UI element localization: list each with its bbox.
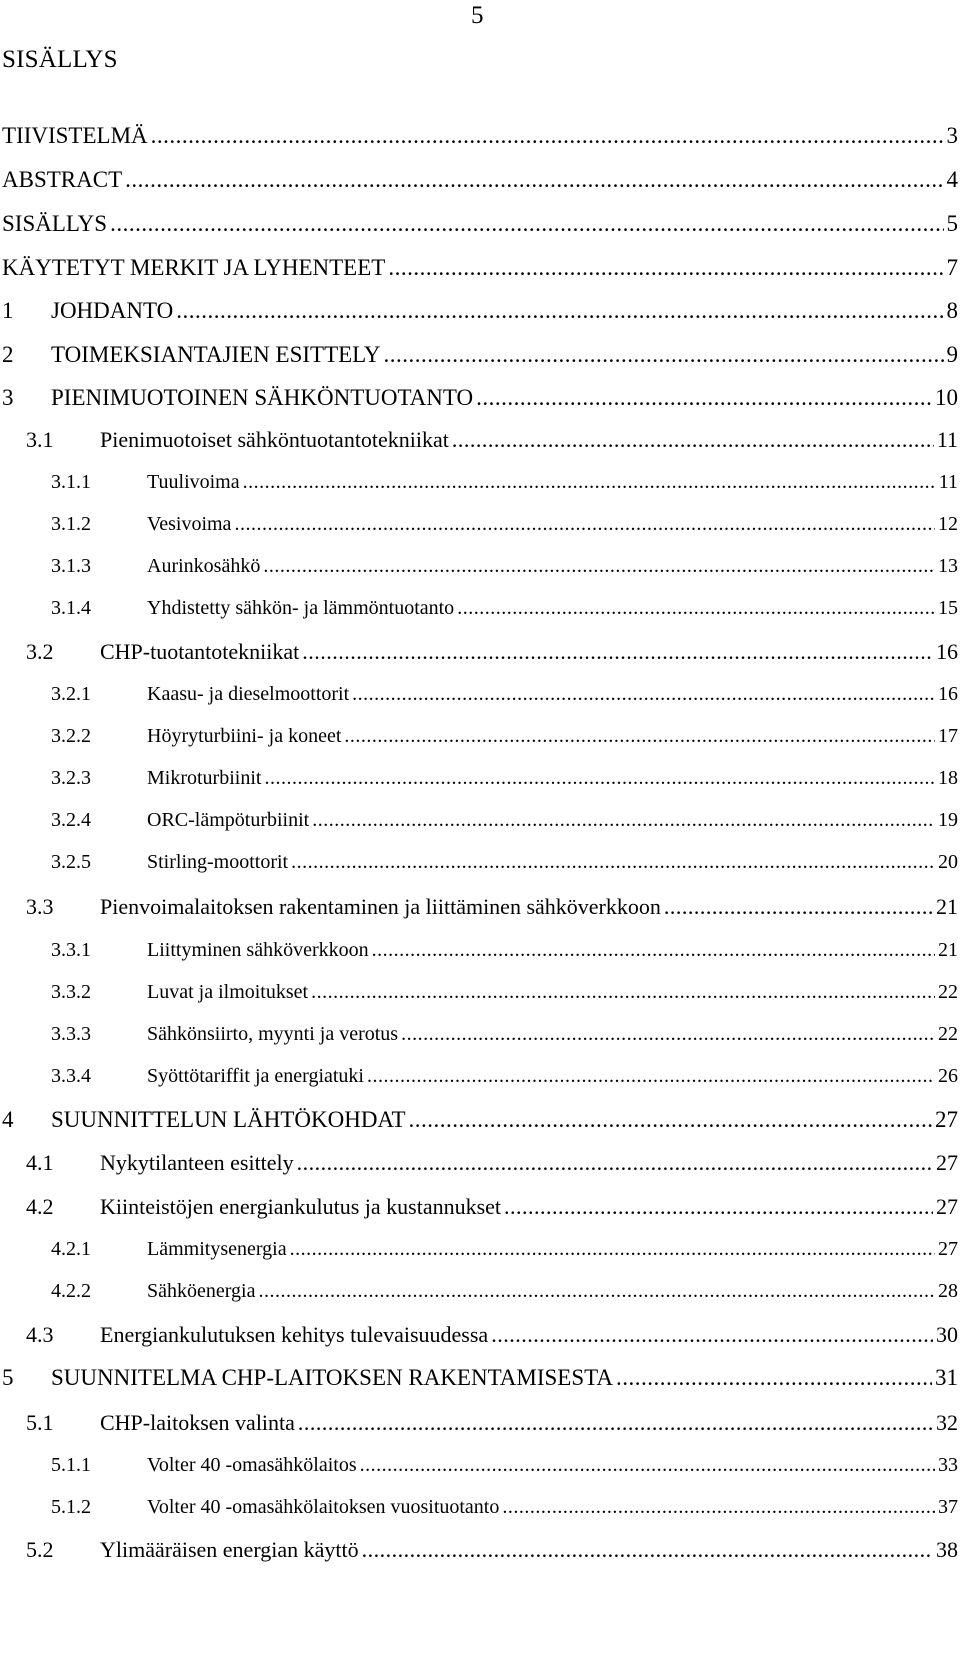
toc-entry-title: Volter 40 -omasähkölaitos <box>147 1454 357 1476</box>
toc-entry[interactable] <box>2 1492 958 1522</box>
dot-leader <box>290 1234 935 1264</box>
toc-entry-page: 13 <box>938 555 958 577</box>
toc-entry-title: Lämmitysenergia <box>147 1238 287 1260</box>
toc-entry[interactable] <box>2 1105 958 1135</box>
toc-entry-number: 4.2 <box>26 1194 54 1219</box>
dot-leader <box>344 721 935 751</box>
toc-entry-number: 3.2.2 <box>51 725 91 747</box>
dot-leader <box>452 425 934 455</box>
toc-entry-page: 5 <box>946 211 958 236</box>
toc-entry-number: 4.1 <box>26 1150 54 1175</box>
toc-entry[interactable] <box>2 253 958 283</box>
dot-leader <box>360 1450 935 1480</box>
toc-entry[interactable] <box>2 551 958 581</box>
toc-entry-title: Aurinkosähkö <box>147 555 261 577</box>
toc-entry-title: CHP-tuotantotekniikat <box>100 639 300 664</box>
toc-entry-page: 8 <box>946 298 958 323</box>
dot-leader <box>311 977 935 1007</box>
toc-entry-page: 19 <box>938 809 958 831</box>
toc-entry-page: 31 <box>935 1365 958 1390</box>
toc-entry-number: 3.1.1 <box>51 471 91 493</box>
toc-entry[interactable] <box>2 296 958 326</box>
toc-entry-page: 22 <box>938 1023 958 1045</box>
toc-entry-number: 3.3.4 <box>51 1065 91 1087</box>
toc-entry-number: 3.3 <box>26 894 54 919</box>
toc-entry-title: Tuulivoima <box>147 471 240 493</box>
toc-entry-title: Pienimuotoiset sähköntuotantotekniikat <box>100 427 449 452</box>
toc-entry-page: 32 <box>936 1410 958 1435</box>
toc-entry-number: 3 <box>2 385 14 410</box>
dot-leader <box>362 1535 933 1565</box>
toc-entry-title: Luvat ja ilmoitukset <box>147 981 309 1003</box>
toc-entry-number: 4.2.1 <box>51 1238 91 1260</box>
dot-leader <box>491 1320 933 1350</box>
dot-leader <box>352 679 935 709</box>
toc-entry-title: Vesivoima <box>147 513 232 535</box>
dot-leader <box>298 1408 933 1438</box>
toc-entry-title: Stirling-moottorit <box>147 851 289 873</box>
toc-entry-number: 4.3 <box>26 1322 54 1347</box>
toc-entry-title: JOHDANTO <box>51 298 174 323</box>
toc-entry-page: 38 <box>936 1537 958 1562</box>
toc-entry-page: 20 <box>938 851 958 873</box>
toc-entry-number: 3.1 <box>26 427 54 452</box>
toc-entry-title: CHP-laitoksen valinta <box>100 1410 295 1435</box>
dot-leader <box>291 847 935 877</box>
toc-entry[interactable] <box>2 1019 958 1049</box>
toc-entry-title: SISÄLLYS <box>2 211 108 236</box>
dot-leader <box>151 121 944 151</box>
dot-leader <box>367 1061 935 1091</box>
toc-entry-page: 16 <box>936 639 958 664</box>
toc-entry[interactable] <box>2 121 958 151</box>
toc-entry[interactable] <box>2 1192 958 1222</box>
toc-entry-number: 5.2 <box>26 1537 54 1562</box>
toc-entry[interactable] <box>2 1148 958 1178</box>
toc-entry-page: 7 <box>946 255 958 280</box>
dot-leader <box>312 805 935 835</box>
toc-entry-page: 9 <box>946 342 958 367</box>
toc-entry-number: 3.1.4 <box>51 597 91 619</box>
dot-leader <box>297 1148 933 1178</box>
toc-entry[interactable] <box>2 1535 958 1565</box>
toc-entry-number: 3.2.4 <box>51 809 91 831</box>
dot-leader <box>264 763 935 793</box>
dot-leader <box>263 551 935 581</box>
dot-leader <box>372 935 935 965</box>
toc-entry-page: 21 <box>938 939 958 961</box>
toc-entry-page: 17 <box>938 725 958 747</box>
dot-leader <box>409 1105 932 1135</box>
toc-entry[interactable] <box>2 1408 958 1438</box>
toc-entry-title: TIIVISTELMÄ <box>2 123 148 148</box>
toc-heading: SISÄLLYS <box>2 46 118 73</box>
dot-leader <box>476 383 932 413</box>
toc-entry-title: TOIMEKSIANTAJIEN ESITTELY <box>51 342 381 367</box>
toc-entry[interactable] <box>2 1450 958 1480</box>
toc-entry-title: Energiankulutuksen kehitys tulevaisuudessa <box>100 1322 489 1347</box>
toc-entry-title: Mikroturbiinit <box>147 767 262 789</box>
toc-entry-number: 5.1.2 <box>51 1496 91 1518</box>
toc-entry[interactable] <box>2 935 958 965</box>
toc-entry[interactable] <box>2 1320 958 1350</box>
toc-entry-number: 3.3.3 <box>51 1023 91 1045</box>
toc-entry-page: 27 <box>936 1150 958 1175</box>
dot-leader <box>388 253 943 283</box>
toc-entry-page: 3 <box>946 123 958 148</box>
toc-entry-number: 4 <box>2 1107 14 1132</box>
toc-entry-page: 4 <box>946 167 958 192</box>
toc-entry-title: SUUNNITELMA CHP-LAITOKSEN RAKENTAMISESTA <box>51 1365 613 1390</box>
toc-entry-page: 27 <box>935 1107 958 1132</box>
toc-entry-title: Yhdistetty sähkön- ja lämmöntuotanto <box>147 597 455 619</box>
toc-entry-page: 11 <box>938 471 958 493</box>
toc-entry-number: 3.2.5 <box>51 851 91 873</box>
dot-leader <box>384 340 944 370</box>
toc-entry[interactable] <box>2 209 958 239</box>
toc-entry[interactable] <box>2 467 958 497</box>
dot-leader <box>302 637 933 667</box>
toc-entry-number: 5.1.1 <box>51 1454 91 1476</box>
toc-entry[interactable] <box>2 847 958 877</box>
toc-entry-number: 1 <box>2 298 14 323</box>
toc-entry-page: 11 <box>936 427 958 452</box>
toc-entry[interactable] <box>2 425 958 455</box>
toc-entry-title: ABSTRACT <box>2 167 123 192</box>
toc-entry-title: Liittyminen sähköverkkoon <box>147 939 369 961</box>
toc-entry[interactable] <box>2 679 958 709</box>
toc-entry-number: 2 <box>2 342 14 367</box>
dot-leader <box>234 509 935 539</box>
toc-entry[interactable] <box>2 383 958 413</box>
toc-entry-number: 3.2.1 <box>51 683 91 705</box>
dot-leader <box>664 892 933 922</box>
toc-entry-page: 16 <box>938 683 958 705</box>
toc-entry-title: Volter 40 -omasähkölaitoksen vuosituotanto <box>147 1496 500 1518</box>
toc-entry[interactable] <box>2 509 958 539</box>
toc-entry-number: 4.2.2 <box>51 1280 91 1302</box>
toc-entry[interactable] <box>2 1061 958 1091</box>
dot-leader <box>401 1019 935 1049</box>
dot-leader <box>110 209 943 239</box>
toc-entry-title: ORC-lämpöturbiinit <box>147 809 310 831</box>
toc-entry[interactable] <box>2 593 958 623</box>
toc-entry-page: 18 <box>938 767 958 789</box>
toc-entry[interactable] <box>2 1363 958 1393</box>
dot-leader <box>176 296 943 326</box>
toc-entry-title: Ylimääräisen energian käyttö <box>100 1537 359 1562</box>
toc-entry-number: 3.1.3 <box>51 555 91 577</box>
toc-entry-title: Syöttötariffit ja energiatuki <box>147 1065 364 1087</box>
toc-entry-number: 3.2 <box>26 639 54 664</box>
toc-entry-page: 15 <box>938 597 958 619</box>
toc-entry-title: SUUNNITTELUN LÄHTÖKOHDAT <box>51 1107 406 1132</box>
toc-entry-page: 37 <box>938 1496 958 1518</box>
toc-entry-page: 33 <box>938 1454 958 1476</box>
toc-entry-page: 22 <box>938 981 958 1003</box>
toc-entry[interactable] <box>2 721 958 751</box>
toc-entry-title: Kiinteistöjen energiankulutus ja kustannukset <box>100 1194 502 1219</box>
toc-entry-title: Nykytilanteen esittely <box>100 1150 294 1175</box>
toc-entry[interactable] <box>2 165 958 195</box>
toc-entry-number: 5.1 <box>26 1410 54 1435</box>
toc-entry-page: 27 <box>936 1194 958 1219</box>
dot-leader <box>457 593 935 623</box>
toc-entry[interactable] <box>2 805 958 835</box>
toc-entry-page: 28 <box>938 1280 958 1302</box>
toc-entry-page: 26 <box>938 1065 958 1087</box>
toc-entry[interactable] <box>2 977 958 1007</box>
toc-entry[interactable] <box>2 1276 958 1306</box>
toc-entry-page: 10 <box>935 385 958 410</box>
toc-entry-title: Sähkönsiirto, myynti ja verotus <box>147 1023 399 1045</box>
toc-entry-title: Sähköenergia <box>147 1280 256 1302</box>
dot-leader <box>125 165 943 195</box>
toc-entry-title: KÄYTETYT MERKIT JA LYHENTEET <box>2 255 386 280</box>
toc-entry[interactable] <box>2 340 958 370</box>
toc-entry-title: Pienvoimalaitoksen rakentaminen ja liittäminen sähköverkkoon <box>100 894 661 919</box>
toc-entry[interactable] <box>2 637 958 667</box>
dot-leader <box>259 1276 936 1306</box>
page-number: 5 <box>471 2 484 29</box>
dot-leader <box>616 1363 932 1393</box>
dot-leader <box>243 467 936 497</box>
toc-entry-page: 12 <box>938 513 958 535</box>
toc-entry-number: 3.2.3 <box>51 767 91 789</box>
toc-entry[interactable] <box>2 892 958 922</box>
toc-entry-page: 27 <box>938 1238 958 1260</box>
toc-entry-title: Höyryturbiini- ja koneet <box>147 725 342 747</box>
toc-entry-number: 3.3.2 <box>51 981 91 1003</box>
toc-entry-title: PIENIMUOTOINEN SÄHKÖNTUOTANTO <box>51 385 474 410</box>
toc-entry-number: 3.3.1 <box>51 939 91 961</box>
dot-leader <box>504 1192 933 1222</box>
toc-entry-page: 30 <box>936 1322 958 1347</box>
toc-entry-number: 3.1.2 <box>51 513 91 535</box>
dot-leader <box>502 1492 935 1522</box>
toc-entry-title: Kaasu- ja dieselmoottorit <box>147 683 350 705</box>
toc-entry[interactable] <box>2 1234 958 1264</box>
toc-entry-page: 21 <box>936 894 958 919</box>
toc-entry[interactable] <box>2 763 958 793</box>
toc-entry-number: 5 <box>2 1365 14 1390</box>
